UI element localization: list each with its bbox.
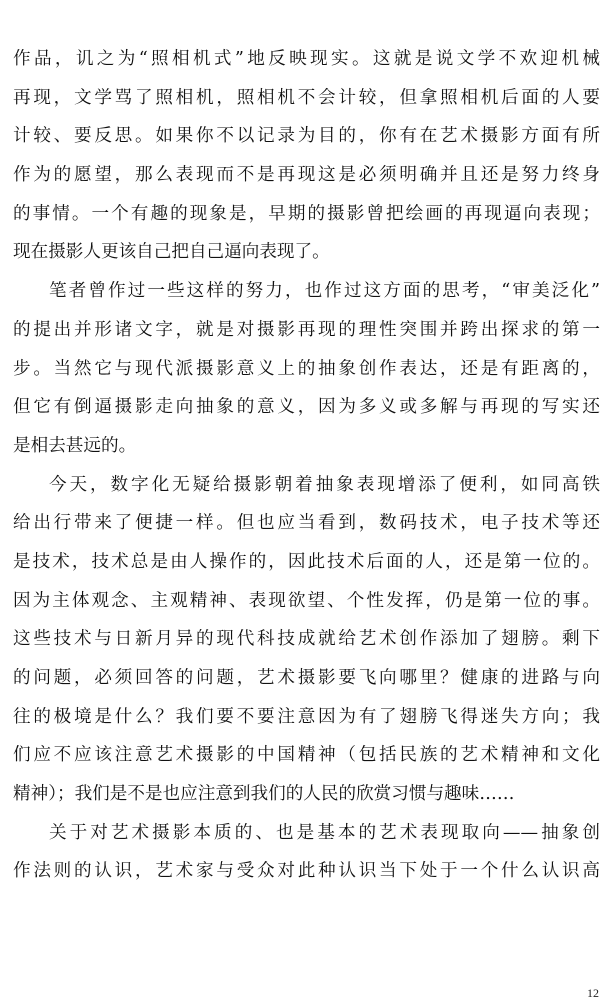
- text-line: 是相去甚远的。: [13, 435, 137, 456]
- text-line: 作法则的认识，艺术家与受众对此种认识当下处于一个什么认识高: [13, 861, 600, 882]
- paragraph-first-line: 关于对艺术摄影本质的、也是基本的艺术表现取向——抽象创: [49, 822, 600, 843]
- text-line: 步。当然它与现代派摄影意义上的抽象创作表达，还是有距离的，: [13, 358, 600, 379]
- text-line: 的问题，必须回答的问题，艺术摄影要飞向哪里？健康的进路与向: [13, 668, 600, 688]
- paragraph-first-line: 今天，数字化无疑给摄影朝着抽象表现增添了便利，如同高铁: [49, 474, 600, 495]
- text-line: 现在摄影人更该自己把自己逼向表现了。: [13, 242, 330, 263]
- text-line: 精神）；我们是不是也应注意到我们的人民的欣赏习惯与趣味……: [13, 784, 515, 805]
- text-line: 计较、要反思。如果你不以记录为目的，你有在艺术摄影方面有所: [13, 126, 600, 147]
- text-line: 们应不应该注意艺术摄影的中国精神（包括民族的艺术精神和文化: [13, 745, 600, 766]
- text-line: 再现，文学骂了照相机，照相机不会计较，但拿照相机后面的人要: [13, 87, 600, 108]
- text-line: 这些技术与日新月异的现代科技成就给艺术创作添加了翅膀。剩下: [13, 629, 600, 650]
- paragraph-first-line: 笔者曾作过一些这样的努力，也作过这方面的思考，“审美泛化”: [49, 281, 600, 302]
- body-text: [13, 40, 600, 891]
- text-line: 的提出并形诸文字，就是对摄影再现的理性突围并跨出探求的第一: [13, 319, 600, 340]
- text-line: 但它有倒逼摄影走向抽象的意义，因为多义或多解与再现的写实还: [13, 397, 600, 418]
- text-line: 作为的愿望，那么表现而不是再现这是必须明确并且还是努力终身: [13, 165, 600, 186]
- text-line: 因为主体观念、主观精神、表现欲望、个性发挥，仍是第一位的事。: [13, 590, 600, 611]
- text-line: 作品，讥之为“照相机式”地反映现实。这就是说文学不欢迎机械: [13, 49, 600, 69]
- page-number: 12: [587, 986, 599, 1000]
- text-line: 的事情。一个有趣的现象是，早期的摄影曾把绘画的再现逼向表现；: [13, 203, 600, 224]
- text-line: 是技术，技术总是由人操作的，因此技术后面的人，还是第一位的。: [13, 551, 600, 572]
- text-line: 往的极境是什么？我们要不要注意因为有了翅膀飞得迷失方向；我: [13, 706, 600, 727]
- text-line: 给出行带来了便捷一样。但也应当看到，数码技术，电子技术等还: [13, 513, 600, 534]
